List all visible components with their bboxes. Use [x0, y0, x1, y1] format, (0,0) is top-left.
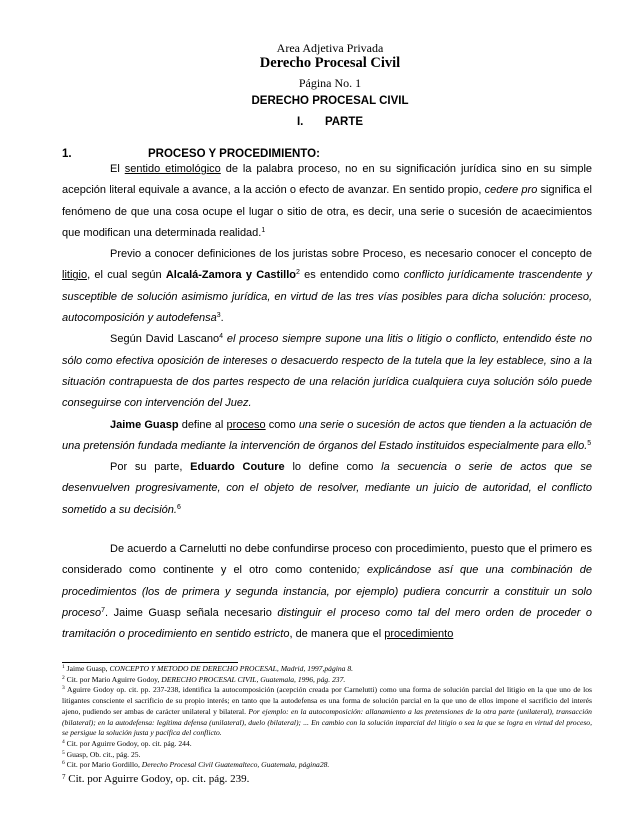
- footnote-1: $^1$ Jaime Guasp, CONCEPTO Y METODO DE DERECHO PROCESAL, Madrid, 1997,página 8.: [62, 664, 354, 673]
- footnotes: [62, 664, 592, 786]
- section-title: PROCESO Y PROCEDIMIENTO:: [148, 148, 320, 160]
- header-course-title: Derecho Procesal Civil: [259, 55, 401, 71]
- part-number: I.: [296, 116, 304, 128]
- footnote-6: $^6$ Cit. por Mario Gordillo, Derecho Procesal Civil Guatemalteco, Guatemala, página28.: [62, 760, 330, 770]
- footnote-ref: 7: [101, 606, 106, 614]
- paragraph-couture: Por su parte, Eduardo Couture lo define como la secuencia o serie de actos que se desenvuelven progresivamente, con el objeto de resolver, mediante un juicio de autoridad, el conflicto sometido a su decisión.$^6$: [62, 461, 593, 516]
- paragraph-guasp: Jaime Guasp define al proceso como una serie o sucesión de actos que tienden a la actuación de una pretensión fundada mediante la intervención de órganos del Estado instituidos especialmente para ello.$^5$: [62, 418, 592, 452]
- header-page-number: Página No. 1: [298, 76, 362, 90]
- paragraph-etymology: El sentido etimológico de la palabra proceso, no en su significación jurídica sino en su simple acepción literal equivale a avance, a la acción o efecto de avanzar. En sentido propio, cedere pro significa el fenómeno de que una cosa ocupe el lugar o sitio de otra, es decir, una serie o sucesión de acaecimientos que modifican una determinada realidad.$^1$: [62, 163, 593, 239]
- footnote-ref: 4: [219, 333, 224, 341]
- footnote-2: $^2$ Cit. por Mario Aguirre Godoy, DERECHO PROCESAL CIVIL, Guatemala, 1996, pág. 237.: [62, 674, 346, 684]
- paragraph-litigio: Previo a conocer definiciones de los juristas sobre Proceso, es necesario conocer el concepto de litigio, el cual según Alcalá-Zamora y Castillo$^2$ es entendido como conflicto jurídicamente trascendente y susceptible de solución asimismo jurídica, en virtud de las tres vías posibles para dicha solución: proceso, autocomposición y autodefensa$^3$.: [62, 248, 592, 325]
- footnote-ref: 3: [216, 312, 221, 320]
- footnote-4: $^4$ Cit. por Aguirre Godoy, op. cit. pág. 244.: [62, 738, 192, 748]
- footnote-5: $^5$ Guasp, Ob. cit., pág. 25.: [62, 749, 141, 759]
- footnote-ref: 2: [296, 269, 300, 277]
- body-text: [62, 159, 592, 646]
- footnote-ref: 6: [176, 503, 181, 511]
- footnote-7: $^7$ Cit. por Aguirre Godoy, op. cit. pág. 239.: [62, 773, 250, 786]
- part-heading: [0, 116, 638, 128]
- document-title: DERECHO PROCESAL CIVIL: [251, 95, 409, 107]
- footnote-ref: 1: [261, 226, 266, 234]
- paragraph-lascano: Según David Lascano$^4$ el proceso siempre supone una litis o litigio o conflicto, entendido éste no sólo como efectiva oposición de intereses o desacuerdo respecto de la tutela que la ley establece, sino a la situación contrapuesta de dos partes respecto de una relación jurídica cualquiera cuya solución sólo puede conseguirse con intervención del Juez.: [62, 333, 592, 410]
- footnote-separator: [62, 662, 238, 663]
- part-label: PARTE: [324, 116, 364, 128]
- section-number: 1.: [62, 148, 72, 160]
- footnote-ref: 5: [587, 439, 592, 447]
- header-area: Area Adjetiva Privada: [276, 41, 384, 55]
- paragraph-carnelutti: De acuerdo a Carnelutti no debe confundirse proceso con procedimiento, puesto que el primero es considerado como continente y el otro como contenido; explicándose así que una combinación de procedimientos (los de primera y segunda instancia, por ejemplo) pudiera concurrir a constituir un solo proceso$^7$. Jaime Guasp señala necesario distinguir el proceso como tal del mero orden de proceder o tramitación o procedimiento en sentido estricto, de manera que el procedimiento: [62, 543, 593, 641]
- footnote-3: $^3$ Aguirre Godoy op. cit. pp. 237-238, identifica la autocomposición (acepción creada por Carnelutti) como una forma de solución parcial del litigio en la que uno de los litigantes consciente el sacrificio de su propio interés; en tanto que la autodefensa es una forma de solución parcial en la que uno de ellos impone el sacrificio del interés ajeno, pudiendo ser ambas de carácter unilateral y bilateral. Por ejemplo: en la autocomposición: allanamiento a las pretensiones de la otra parte (unilateral), transacción (bilateral); en la autodefensa: legítima defensa (unilateral), duelo (bilateral); ... En cambio con la solución imparcial del litigio o sea la que se logra en virtud del proceso, se persigue la solución justa y pacífica del conflicto.: [62, 685, 592, 738]
